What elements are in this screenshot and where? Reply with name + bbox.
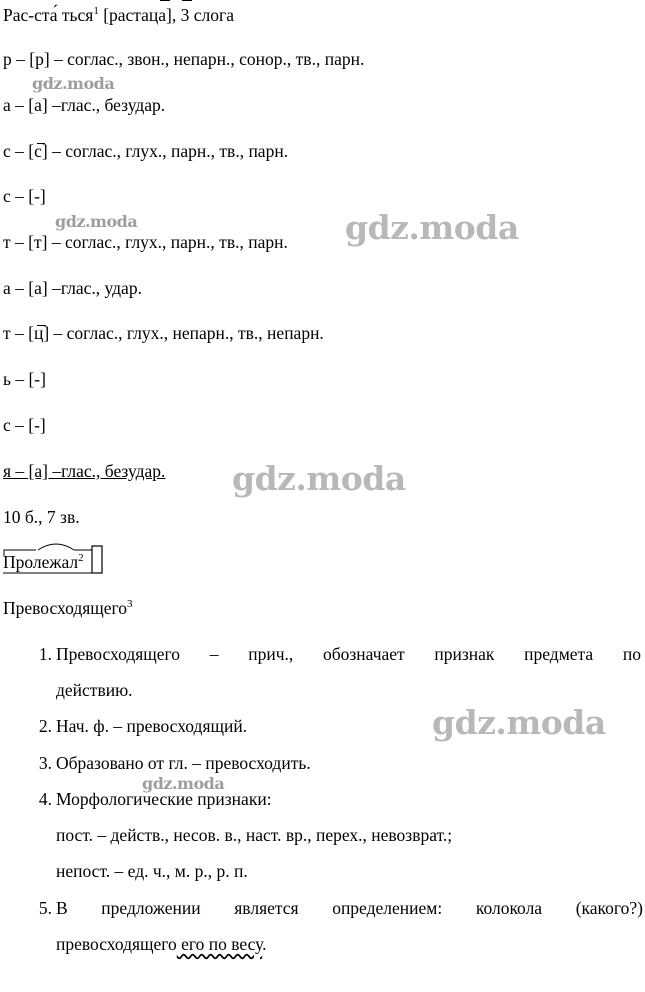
heading-line bbox=[3, 5, 234, 25]
list-text: Образовано от гл. – превосходить. bbox=[56, 753, 311, 773]
list-item bbox=[0, 753, 645, 773]
list-item bbox=[0, 789, 645, 809]
watermark-small: gdz.moda bbox=[32, 74, 115, 93]
morph-heading bbox=[3, 598, 133, 618]
watermark-small: gdz.moda bbox=[142, 774, 225, 793]
morph-word: Превосходящего bbox=[3, 598, 128, 618]
sound-line-last: я – [а] –глас., безудар. bbox=[3, 461, 166, 481]
sound-line: ь – [-] bbox=[3, 369, 46, 389]
participle-word: превосходящего bbox=[56, 934, 177, 954]
morphemic-word: Пролежал bbox=[3, 552, 79, 572]
long-sound-mark bbox=[37, 325, 46, 326]
constant-features: пост. – действ., несов. в., наст. вр., перех., невозврат.; bbox=[56, 825, 453, 845]
analysed-word: Рас-ста́ ться bbox=[3, 5, 94, 25]
sound-line: т – [ц] – соглас., глух., непарн., тв., непарн. bbox=[3, 323, 324, 343]
watermark-small: gdz.moda bbox=[55, 212, 138, 231]
long-sound-mark bbox=[37, 143, 45, 144]
footnote-mark: 3 bbox=[127, 598, 133, 610]
footnote-mark: 1 bbox=[93, 5, 99, 17]
sound-line: с – [-] bbox=[3, 415, 46, 435]
list-number: 3. bbox=[38, 753, 52, 773]
summary-line: 10 б., 7 зв. bbox=[3, 507, 80, 527]
list-text: Морфологические признаки: bbox=[56, 789, 272, 809]
list-number: 5. bbox=[38, 898, 52, 918]
variable-features: непост. – ед. ч., м. р., р. п. bbox=[56, 861, 248, 881]
list-number: 1. bbox=[38, 644, 52, 664]
list-number: 2. bbox=[38, 716, 52, 736]
list-item-continuation bbox=[0, 934, 645, 956]
morph-sub-line bbox=[0, 825, 645, 845]
watermark-large: gdz.moda bbox=[232, 459, 406, 498]
morph-sub-line bbox=[0, 861, 645, 881]
sound-line: а – [а] –глас., удар. bbox=[3, 278, 142, 298]
transcription: [растаца], 3 слога bbox=[103, 5, 234, 25]
morpheme-marks bbox=[0, 538, 120, 578]
period: . bbox=[262, 934, 267, 954]
sentence-part bbox=[56, 934, 267, 955]
list-item bbox=[0, 898, 645, 918]
list-item bbox=[0, 644, 645, 664]
watermark-large: gdz.moda bbox=[345, 208, 519, 247]
list-text: действию. bbox=[56, 680, 133, 700]
list-text: В предложении является определением: колокола (какого?) bbox=[56, 898, 643, 918]
sound-line: с – [-] bbox=[3, 186, 46, 206]
sound-line: т – [т] – соглас., глух., парн., тв., парн. bbox=[3, 232, 288, 252]
list-number: 4. bbox=[38, 789, 52, 809]
sound-line: с – [с] – соглас., глух., парн., тв., парн. bbox=[3, 141, 289, 161]
sound-line: р – [р] – соглас., звон., непарн., сонор., тв., парн. bbox=[3, 49, 365, 69]
stress-mark-line bbox=[160, 0, 170, 1]
footnote-mark: 2 bbox=[78, 552, 84, 564]
watermark-large: gdz.moda bbox=[432, 703, 606, 742]
dependent-words: его по весу bbox=[176, 934, 263, 954]
list-text: Превосходящего – прич., обозначает признак предмета по bbox=[56, 644, 641, 664]
list-item-continuation bbox=[0, 680, 645, 700]
sound-line: а – [а] –глас., безудар. bbox=[3, 95, 166, 115]
list-text: Нач. ф. – превосходящий. bbox=[56, 716, 248, 736]
stress-mark-line bbox=[182, 0, 192, 1]
